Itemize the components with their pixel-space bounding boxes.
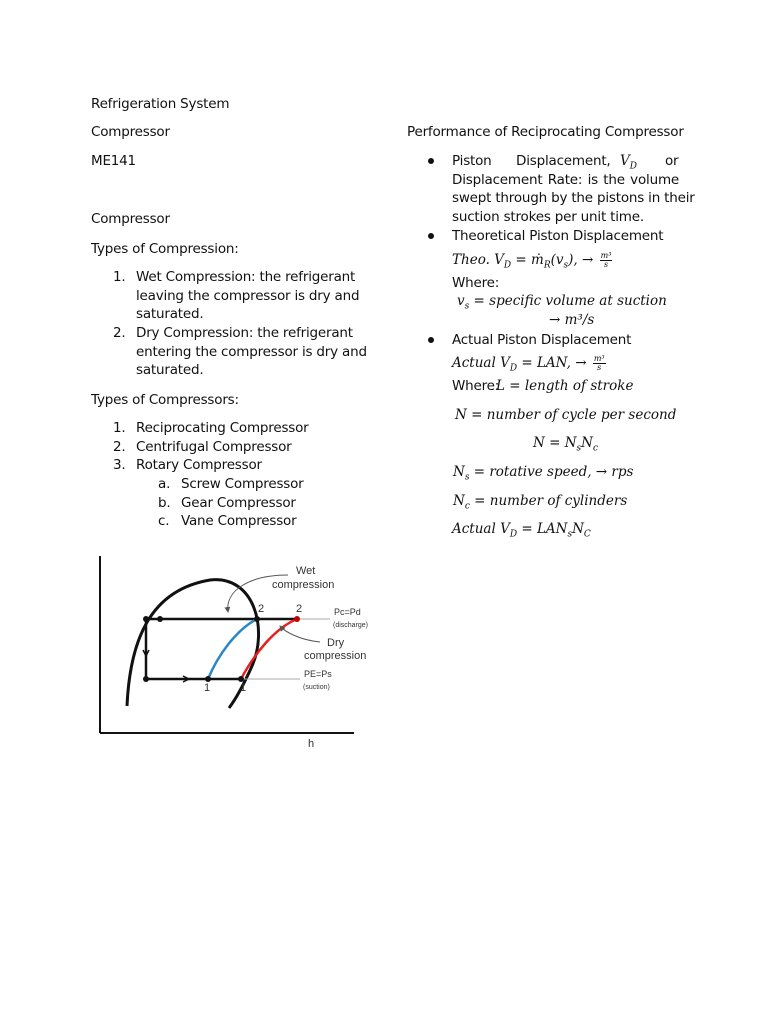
dry-callout-arrow [280,626,320,642]
actual-vd-final: Actual $V_D = LAN_sN_C$ [452,521,591,540]
bullet-text-line: Displacement Rate: is the volume [452,172,679,188]
list-subitem: Screw Compressor [181,476,304,492]
point-label: 1 [240,682,247,694]
wet-label: compression [272,579,335,591]
list-number: 1. [113,420,126,436]
bullet-title: Theoretical Piston Displacement [452,228,664,244]
specific-volume-unit: → m³/s [549,312,595,328]
point-label: 2 [296,603,303,615]
list-item: Reciprocating Compressor [136,420,309,436]
list-number: 2. [113,439,126,455]
list-letter: a. [158,476,171,492]
list-subitem: Vane Compressor [181,513,297,529]
list-item-line: Dry Compression: the refrigerant [136,325,353,341]
specific-volume-formula: $v_s$ = specific volume at suction [457,293,667,312]
state-point [143,676,149,682]
where-label: Where: [452,378,500,394]
rotative-speed-definition: $N_s$ = rotative speed, → rps [453,464,634,483]
course-code: ME141 [91,153,136,169]
bullet-word: or [665,153,679,169]
section-heading: Compressor [91,211,170,227]
bullet [428,337,434,343]
document-title: Refrigeration System [91,96,230,112]
theoretical-formula: Theo. $V_D$ = $ṁ_R(v_s)$, → $\frac{\text{m³}}{s}$ [452,251,612,271]
cycle-definition: N = number of cycle per second [455,407,677,423]
bullet-word: Displacement, [516,153,611,169]
list-number: 2. [113,325,126,341]
n-relation: $N = N_sN_c$ [533,435,599,454]
list-item-line: entering the compressor is dry and [136,344,367,360]
bullet-text-line: suction strokes per unit time. [452,209,644,225]
cylinders-definition: $N_c$ = number of cylinders [453,493,628,512]
bullet-text-line: swept through by the pistons in their [452,190,695,206]
dry-label: Dry [327,637,345,649]
types-compression-heading: Types of Compression: [91,241,239,257]
pe-label: PE=Ps [304,669,332,679]
state-point [254,616,260,622]
bullet [428,233,434,239]
list-item: Centrifugal Compressor [136,439,292,455]
document-subtitle: Compressor [91,124,170,140]
bullet-title: Actual Piston Displacement [452,332,632,348]
list-letter: b. [158,495,171,511]
bullet-word: Piston [452,153,492,169]
list-item: Rotary Compressor [136,457,262,473]
right-heading: Performance of Reciprocating Compressor [407,124,684,140]
vd-symbol: $V_D$ [620,153,637,172]
list-item-line: Wet Compression: the refrigerant [136,269,356,285]
actual-formula: Actual $V_D$ = LAN, → $\frac{\text{m³}}{s}$ [452,354,605,374]
list-number: 3. [113,457,126,473]
suction-label: (suction) [303,684,330,691]
state-point [294,616,300,622]
point-label: 2 [258,603,265,615]
pc-label: Pc=Pd [334,607,361,617]
list-subitem: Gear Compressor [181,495,296,511]
x-axis-label: h [308,738,315,750]
list-item-line: saturated. [136,362,204,378]
types-compressors-heading: Types of Compressors: [91,392,239,408]
where-label: Where: [452,275,500,291]
list-letter: c. [158,513,170,529]
list-item-line: leaving the compressor is dry and [136,288,360,304]
dry-label: compression [304,650,367,662]
state-point [143,616,149,622]
point-label: 1 [204,682,211,694]
list-item-line: saturated. [136,306,204,322]
stroke-definition: L = length of stroke [496,378,634,394]
wet-label: Wet [296,565,316,577]
state-point [157,616,163,622]
list-number: 1. [113,269,126,285]
discharge-label: (discharge) [333,622,369,629]
bullet [428,158,434,164]
